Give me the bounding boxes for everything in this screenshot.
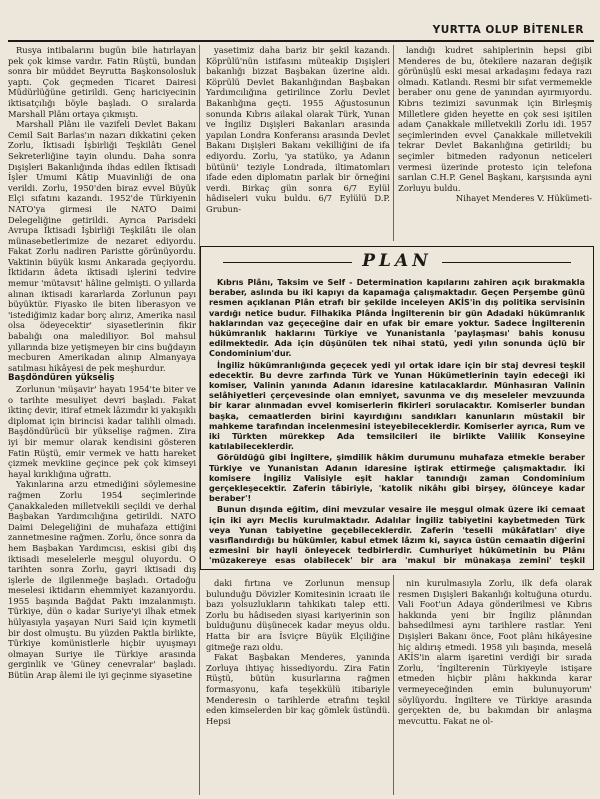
paragraph: Görüldüğü gibi İngiltere, şimdilik hâkim durumunu muhafaza etmekle beraber Türkiye ve Yunanistan Adanın idaresine iştirak ettirmeğe çalışmaktadır. İki komisere İngiliz Valisiyle eşit haklar tanındığı zaman Condominium gerçekleşecektir. Zaferin tâbiriyle, 'katolik nikâhı gibi birşey, ölünceye kadar beraber'! [209,452,585,504]
paragraph: Kıbrıs Plânı, Taksim ve Self - Determination kapılarını zahiren açık bırakmakla beraber, aslında bu iki kapıyı da kapamağa çalışmaktadır. Geçen Perşembe günü resmen açıklanan Plân etrafı bir şekilde inceleyen AKİS'in dış politika servisinin vardığı netice budur. Filhakika Plânda İngilterenin bir gün Adadaki hükümranlık haklarından vaz geçeceğine dair en ufak bir emare yoktur. Sadece İngilterenin hükümranlık haklarını Türkiye ve Yunanistanla 'paylaşması' bahis konusu edilmektedir. Ada için düşünülen tek nihai statü, yedi yılın sonunda üçlü bir Condominium'dur. [209,277,585,359]
paragraph: daki fırtına ve Zorlunun mensup bulunduğu Dövizler Komitesinin icraatı ile bazı yolsuzlukların tahkikatı talep etti. Zorlu bu hâdiseden siyasi kariyerinin son bulduğunu düşünecek kadar meyus oldu. Hatta bir ara İsviçre Büyük Elçiliğine gitmeğe razı oldu. [206,578,390,652]
column-1 [8,45,196,795]
box-body [209,277,585,565]
paragraph: Marshall Plânı ile vazifeli Devlet Bakanı Cemil Sait Barlas'ın nazarı dikkatini çeken Zorlu, İktisadi İşbirliği Teşkilâtı Genel Sekreterliğine tayin olundu. Daha sonra Dışişleri Bakanlığında ihdas edilen İktisadi İşler Umumi Kâtip Muavinliği de ona verildi. Zorlu, 1950'den biraz evvel Büyük Elçi sıfatını kazandı. 1952'de Türkiyenin NATO'ya girmesi ile NATO Daimi Delegeliğine getirildi. Ayrıca Parisdeki Avrupa İktisadi İşbirliği Teşkilâtı ile olan münasebetlerimize de nezaret ediyordu. Fakat Zorlu nadiren Paristte görünüyordu. Vaktinin büyük kısmı Ankarada geçiyordu. İktidarın âdeta iktisadi işlerini tedvire memur 'mütavsıt' hâline gelmişti. O yıllarda alınan iktisadi kararlarda Zorlunun payı büyüktür. Fiyasko ile biten liberasyon ve 'istediğimiz kadar borç alırız, Amerika nasıl olsa ödeyecektir' siyasetlerinin fikir babalığı ona malediliyor. Bol mahsul yıllarında bize yetişmeyen bir cins buğdayın mecburen Amerikadan alınıp Almanyaya satılması hikâyesi de pek meşhurdur. [8,119,196,373]
paragraph: İngiliz hükümranlığında geçecek yedi yıl ortak idare için bir staj devresi teşkil edecektir. Bu devre zarfında Türk ve Yunan Hükümetlerinin tayin edeceği iki komiser, Valinin yanında Adanın idaresine katılacaklardır. Münhasıran Valinin selâhiyetleri çerçevesinde olan emniyet, savunma ve dış meseleler mevzuunda bir karar alınmadan evvel komiserlerin fikirleri sorulacaktır. Komiserler bundan başka, cemaatlerden birini kayırdığını sandıkları kanunların müstakil bir mahkeme tarafından incelenmesini isteyebileceklerdir. Komiserler ayrıca, Rum ve iki Türkten mürekkep Ada temsilcileri ile birlikte Valilik Konseyine katılabileceklerdir. [209,359,585,452]
box-heading [201,251,593,271]
paragraph: yasetimiz daha bariz bir şekil kazandı. Köprülü'nün istifasını müteakip Dışişleri bakanlığı bizzat Başbakan üzerine aldı. Köprülü Devlet Bakanlığından Başbakan Yardımcılığına getirilince Zorlu Devlet Bakanlığına geçti. 1955 Ağustosunun sonunda Kıbrıs ailakal olarak Türk, Yunan ve İngiliz Dışişleri Bakanları arasında yapılan Londra Konferansı arasında Devlet Bakanı Dışişleri Bakanı vekilliğini de ifa ediyordu. Zorlu, 'ya statüko, ya Adanın bütünü' teziyle Londrada, iltimatomları ifade eden diplomatın parlak bir örneğini verdi. Birkaç gün sonra 6/7 Eylül hâdiseleri vuku buldu. 6/7 Eylülü D.P. Grubun- [206,45,390,214]
box-title: PLAN [352,251,441,271]
paragraph: Zorlunun 'müşavir' hayatı 1954'te biter ve o tarihte mesuliyet devri başladı. Fakat iktinç devir, itiraf etmek lâzımdır ki yakışıklı diplomat için birincisi kadar talihli olmadı. Başdöndürücü bir yükselişe rağmen. Zira iyi bir memur olarak kendisini gösteren Fatin Rüştü, emir vermek ve hattı hareket çizmek mevkiine geçince pek çok kimseyi hayal kırıklığına uğrattı. [8,384,196,479]
paragraph: Rusya intibalarını bugün bile hatırlayan pek çok kimse vardır. Fatin Rüştü, bundan sonra bir müddet Beyrutta Başkonsolosluk yaptı. Çok geçmeden Ticaret Dairesi Müdürlüğüne getirildi. Genç hariciyecinin iktisatçılığı böyle başladı. O sıralarda Marshall Plânı ortaya çıkmıştı. [8,45,196,119]
plan-box [200,246,594,570]
paragraph: Yakınlarına arzu etmediğini söylemesine rağmen Zorlu 1954 seçimlerinde Çanakkaleden milletvekili seçildi ve derhal Başbakan Yardımcılığına getirildi. NATO Daimi Delegeliğini de muhafaza ettiğini zannetmesine rağmen. Zorlu, önce sonra da hem Başbakan Yardımcısı, eskisi gibi dış iktisadi meselelerle meşgul oluyordu. O tarihten sonra Zorlu, gayri iktisadi dış işlerle de ilgilenmeğe başladı. Ortadoğu meselesi iktidarın ehemmiyet kazanıyordu. 1955 başında Bağdat Paktı imzalanmıştı. Türkiye, dün o kadar Suriye'yi ilhak etmek hülyasıyla yaşayan Nuri Said için kıymetli bir dost olmuştu. Bu yüzden Paktla birlikte, Türkiye komünistlerle hiçbir uyuşmayı olmayan Suriye ile Türkiye arasında gerginlik ve 'Güney cenevralar' başladı. Bütün Arap âlemi ile iyi geçinme siyasetine [8,479,196,681]
paragraph: nin kurulmasıyla Zorlu, ilk defa olarak resmen Dışişleri Bakanlığı koltuğuna oturdu. Vali Foot'un Adaya gönderilmesi ve Kıbrıs hakkında yeni bir İngiliz plânından bahsedilmesi aynı tarihlere rastlar. Yeni Dışişleri Bakanı önce, Foot plânı hikâyesine hiç aldırış etmedi. 1958 yılı başında, meselâ AKİS'in alarm işaretini verdiği bir sırada Zorlu, 'İngilterenin Türkiyeyle istişare etmeden hiçbir plânı hakkında karar vermeyeceğinden emin bulunuyorum' söylüyordu. İngiltere ve Türkiye arasında gerçekten de, bu bakımdan bir anlaşma mevcuttu. Fakat ne ol- [398,578,592,726]
subheading: Başdöndüren yükseliş [8,373,115,384]
section-title: YURTTA OLUP BİTENLER [432,24,584,36]
column-5 [398,578,592,796]
column-3 [398,45,592,263]
paragraph: Fakat Başbakan Menderes, yanında Zorluya ihtiyaç hissediyordu. Zira Fatin Rüştü, bütün kusurlarına rağmen formasyonu, kafa teşekkülü itibariyle Menderesin o tarihlerde etrafını teşkil eden kimselerden bir kaç gömlek üstündü. Hepsi [206,652,390,726]
column-2 [206,45,390,241]
column-4 [206,578,390,796]
paragraph: Bunun dışında eğitim, dini mevzular vesaire ile meşgul olmak üzere iki cemaat için iki ayrı Meclis kurulmaktadır. Adalılar İngiliz tabiyetini kaybetmeden Türk veya Yunan tabiyetine geçebileceklerdir. Zaferin 'teselli mükâfatları' diye vasıflandırdığı bu hükümler, kabul etmek lâzım ki, sayıca üstün cemaatin diğerini ezmesini bir hayli önleyecek tedbirlerdir. Cumhuriyet hükümetinin bu Plânı 'müzakereye esas olabilecek' bir ara 'makul bir münakaşa zemini' teşkil [209,504,585,565]
section-header [8,26,594,42]
paragraph: Nihayet Menderes V. Hükümeti- [455,193,592,204]
column-divider [393,45,394,241]
paragraph: landığı kudret sahiplerinin hepsi gibi Menderes de bu, ötekilere nazaran değişik görünüşlü eski mesai arkadaşını fedaya razı olmadı. Katlandı. Resmi bir sıfat vermemekle beraber onu gene de yanından ayırmıyordu. Kıbrıs tezimizi savunmak için Birleşmiş Milletlere giden heyette en çok sesi işitilen adam Çanakkale milletvekili Zorlu idi. 1957 seçimlerinden evvel Çanakkale milletvekili tekrar Devlet Bakanlığına getirildi; bu seçimler bitmeden radyonun neticeleri vermesi üzerinde protesto için telefona sarılan C.H.P. Genel Başkanı, karşısında ayni Zorluyu buldu. [398,45,592,193]
column-divider [393,575,394,795]
